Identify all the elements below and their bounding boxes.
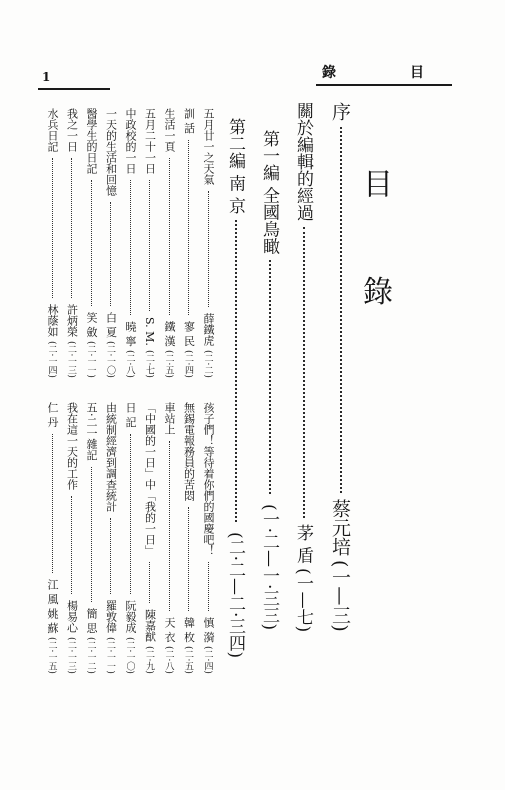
leader-dots <box>71 496 72 594</box>
toc-top-entry-2[interactable] <box>161 108 177 378</box>
leader-dots <box>110 518 111 594</box>
entry-pages: (一—三) <box>329 560 351 632</box>
leader-dots <box>169 441 170 611</box>
entry-pages: (二·一五) <box>46 637 57 674</box>
entry-author: 簡 思 <box>85 607 98 634</box>
entry-author: 曉 寧 <box>124 320 137 347</box>
entry-pages: (一—七) <box>293 567 313 632</box>
leader-dots <box>130 180 131 315</box>
leader-dots <box>208 562 209 611</box>
entry-pages: (二·一三) <box>66 341 76 378</box>
entry-label: 生活一頁 <box>163 108 176 152</box>
toc-bottom-entry-3[interactable] <box>142 402 158 674</box>
toc-bottom-entry-7[interactable] <box>64 402 80 674</box>
entry-author: 慎 漪 <box>202 616 215 643</box>
entry-pages: (二·一一) <box>105 637 115 674</box>
entry-pages: (二·八) <box>124 350 135 378</box>
entry-author: 寥 民 <box>182 320 196 347</box>
entry-pages: (二·二—二·三四) <box>225 531 245 658</box>
entry-author: 韓 枚 <box>182 616 196 643</box>
entry-pages: (二·七) <box>144 350 154 378</box>
page-number: 1 <box>42 70 51 84</box>
toc-title: 目 錄 <box>357 168 392 340</box>
entry-pages: (二·九) <box>144 646 154 674</box>
leader-dots <box>340 127 342 493</box>
entry-pages: (二·一〇) <box>105 341 115 378</box>
entry-label: 一天的生活和回憶 <box>104 108 118 196</box>
entry-label: 無錫電報務員的苦悶 <box>182 402 196 501</box>
toc-top-entry-7[interactable] <box>64 108 80 378</box>
entry-pages: (二·一二) <box>85 637 96 674</box>
entry-author: S. M. <box>143 317 156 347</box>
entry-pages: (二·四) <box>183 350 193 378</box>
leader-dots <box>149 180 150 311</box>
entry-label: 第二編 南 京 <box>225 118 245 214</box>
entry-label: 我在這一天的工作 <box>65 402 79 490</box>
leader-dots <box>71 158 72 298</box>
entry-label: 我之一日 <box>65 108 79 152</box>
entry-author: 許炳榮 <box>65 304 79 338</box>
entry-pages: (二·一一) <box>85 341 96 378</box>
entry-pages: (一·二—一·三三) <box>259 503 279 630</box>
toc-top-entry-6[interactable] <box>83 108 99 378</box>
entry-label: 孩子們！等待着你們的國慶吧！ <box>202 402 215 556</box>
toc-bottom-entry-6[interactable] <box>83 402 99 674</box>
entry-author: 江 風 姚 蘇 <box>46 578 59 634</box>
toc-top-entry-8[interactable] <box>44 108 60 378</box>
leader-dots <box>91 180 92 306</box>
entry-pages: (二·一〇) <box>124 637 135 674</box>
toc-bottom-entry-1[interactable] <box>181 402 197 674</box>
entry-author: 羅敦偉 <box>104 600 118 634</box>
leader-dots <box>130 434 131 595</box>
entry-author: 天 衣 <box>163 616 176 643</box>
entry-label: 訓 話 <box>182 108 196 134</box>
entry-label: 序 <box>329 102 351 121</box>
entry-pages: (二·五) <box>163 350 174 378</box>
leader-dots <box>188 140 189 315</box>
entry-label: 五月二十一日 <box>143 108 157 174</box>
leader-dots <box>110 202 111 306</box>
entry-author: 林蔭如 <box>46 304 59 338</box>
entry-pages: (二·五) <box>183 646 193 674</box>
running-title-right: 目 <box>410 65 424 81</box>
entry-author: 笑 斂 <box>85 311 98 338</box>
entry-label: 車站上 <box>163 402 176 435</box>
leader-dots <box>169 158 170 315</box>
toc-bottom-entry-5[interactable] <box>103 402 119 674</box>
entry-author: 薛鐵虎 <box>202 313 215 347</box>
entry-pages: (二·二) <box>202 350 213 378</box>
toc-top-entry-4[interactable] <box>122 108 138 378</box>
leader-dots <box>149 562 150 603</box>
entry-author: 蔡元培 <box>329 499 351 557</box>
leader-dots <box>235 220 237 522</box>
toc-entry-editing[interactable] <box>291 102 316 632</box>
entry-author: 阮毅成 <box>124 600 137 634</box>
entry-pages: (二·一三) <box>66 637 76 674</box>
entry-label: 醫學生的日記 <box>85 108 98 174</box>
leader-dots <box>303 227 305 518</box>
entry-label: 水兵日記 <box>46 108 59 152</box>
entry-pages: (二·四) <box>202 646 213 674</box>
toc-bottom-entry-0[interactable] <box>200 402 216 674</box>
leader-dots <box>188 507 189 611</box>
toc-entry-part-one[interactable] <box>257 130 282 630</box>
toc-top-entry-1[interactable] <box>181 108 197 378</box>
entry-label: 由統制經濟到調查統計 <box>104 402 118 512</box>
entry-author: 白 夏 <box>104 311 118 338</box>
entry-label: 仁 丹 <box>46 402 59 428</box>
entry-pages: (二·一四) <box>46 341 57 378</box>
toc-top-entry-5[interactable] <box>103 108 119 378</box>
entry-label: 日 記 <box>124 402 137 428</box>
leader-dots <box>52 434 53 573</box>
leader-dots <box>208 191 209 307</box>
entry-label: 五月廿一之天氣 <box>202 108 215 185</box>
toc-bottom-entry-2[interactable] <box>161 402 177 674</box>
leader-dots <box>269 260 271 494</box>
entry-label: 「中國的一日」中「我的一日」 <box>143 402 157 556</box>
entry-label: 五·二一雜記 <box>85 402 98 461</box>
toc-top-entry-0[interactable] <box>200 108 216 378</box>
header-rule-right <box>316 84 452 86</box>
header-rule-left <box>38 88 110 90</box>
toc-entry-preface[interactable] <box>327 102 354 632</box>
toc-top-entry-3[interactable] <box>142 108 158 378</box>
entry-label: 關於編輯的經過 <box>293 102 313 221</box>
leader-dots <box>52 158 53 298</box>
entry-author: 鐵 漢 <box>163 320 176 347</box>
entry-pages: (二·八) <box>163 646 174 674</box>
entry-label: 中政校的一日 <box>124 108 137 174</box>
toc-entry-part-two[interactable] <box>223 118 248 658</box>
leader-dots <box>91 467 92 602</box>
toc-bottom-entry-8[interactable] <box>44 402 60 674</box>
entry-author: 楊易心 <box>65 600 79 634</box>
entry-author: 陳嘉猷 <box>143 609 157 643</box>
entry-label: 第一編 全國鳥瞰 <box>259 130 279 255</box>
entry-author: 茅 盾 <box>293 524 313 564</box>
running-title-left: 錄 <box>322 65 336 81</box>
toc-bottom-entry-4[interactable] <box>122 402 138 674</box>
